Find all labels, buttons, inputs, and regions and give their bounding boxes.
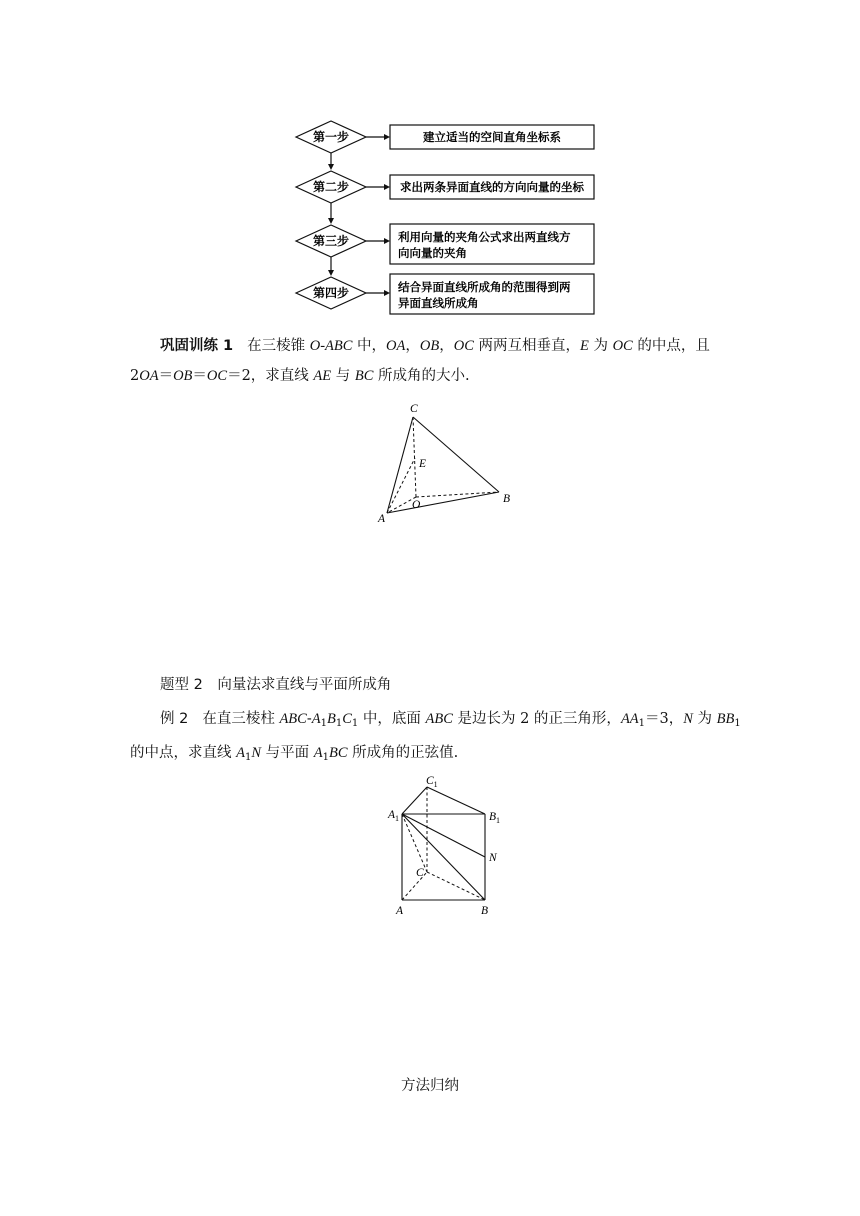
- tetrahedron-figure: [360, 398, 530, 528]
- edge-c-b: [427, 872, 485, 900]
- step3-desc-line2: 向向量的夹角: [398, 248, 467, 260]
- label-e: E: [419, 458, 427, 470]
- section2-title: 题型 2 向量法求直线与平面所成角: [160, 677, 392, 693]
- edge-co: [413, 417, 416, 497]
- step4-desc-line1: 结合异面直线所成角的范围得到两: [398, 282, 571, 294]
- edge-ca: [387, 417, 413, 513]
- label-c: C: [410, 403, 418, 415]
- label-c: C: [416, 867, 424, 879]
- segment-a1-b: [402, 814, 485, 900]
- example2-line1: 例 2 在直三棱柱 ABC-$A_1B_1C_1$ 中，底面 ABC 是边长为 2 的正三角形，$AA_1=3$，N 为 $BB_1$: [160, 711, 741, 729]
- label-c1: $C_1$: [426, 775, 438, 789]
- label-b: B: [503, 493, 511, 505]
- edge-ab: [387, 492, 499, 513]
- step3-label: 第三步: [312, 234, 350, 248]
- step1-desc: 建立适当的空间直角坐标系: [423, 132, 561, 144]
- step4-label: 第四步: [312, 286, 350, 300]
- segment-a1-c: [402, 814, 427, 872]
- label-a: A: [396, 905, 404, 917]
- prism-figure: [380, 770, 520, 922]
- exercise1-label: 巩固训练 1: [160, 338, 234, 354]
- step4-desc-line2: 异面直线所成角: [398, 298, 479, 310]
- step2-desc: 求出两条异面直线的方向向量的坐标: [400, 182, 584, 194]
- flowchart: [0, 0, 860, 330]
- edge-c1-b1: [427, 787, 485, 814]
- label-b: B: [481, 905, 489, 917]
- step3-desc-line1: 利用向量的夹角公式求出两直线方: [398, 232, 571, 244]
- example2-line2: 的中点，求直线 $A_1N$ 与平面 $A_1BC$ 所成角的正弦值.: [130, 745, 459, 763]
- step2-label: 第二步: [312, 180, 350, 194]
- edge-cb: [413, 417, 499, 492]
- label-a: A: [378, 513, 386, 525]
- label-a1: $A_1$: [388, 809, 400, 823]
- label-o: O: [412, 499, 421, 511]
- example2-label: 例 2: [160, 711, 189, 727]
- label-n: N: [489, 852, 497, 864]
- exercise1-line2: 2OA＝OB＝OC＝2，求直线 AE 与 BC 所成角的大小.: [130, 368, 470, 384]
- exercise1-line1: 巩固训练 1 在三棱锥 O-ABC 中，OA，OB，OC 两两互相垂直，E 为 OC 的中点，且: [160, 338, 710, 354]
- edge-a1-c1: [402, 787, 427, 814]
- step1-label: 第一步: [312, 130, 350, 144]
- segment-a1-n: [402, 814, 485, 857]
- label-b1: $B_1$: [489, 811, 501, 825]
- method-title: 方法归纳: [401, 1078, 459, 1094]
